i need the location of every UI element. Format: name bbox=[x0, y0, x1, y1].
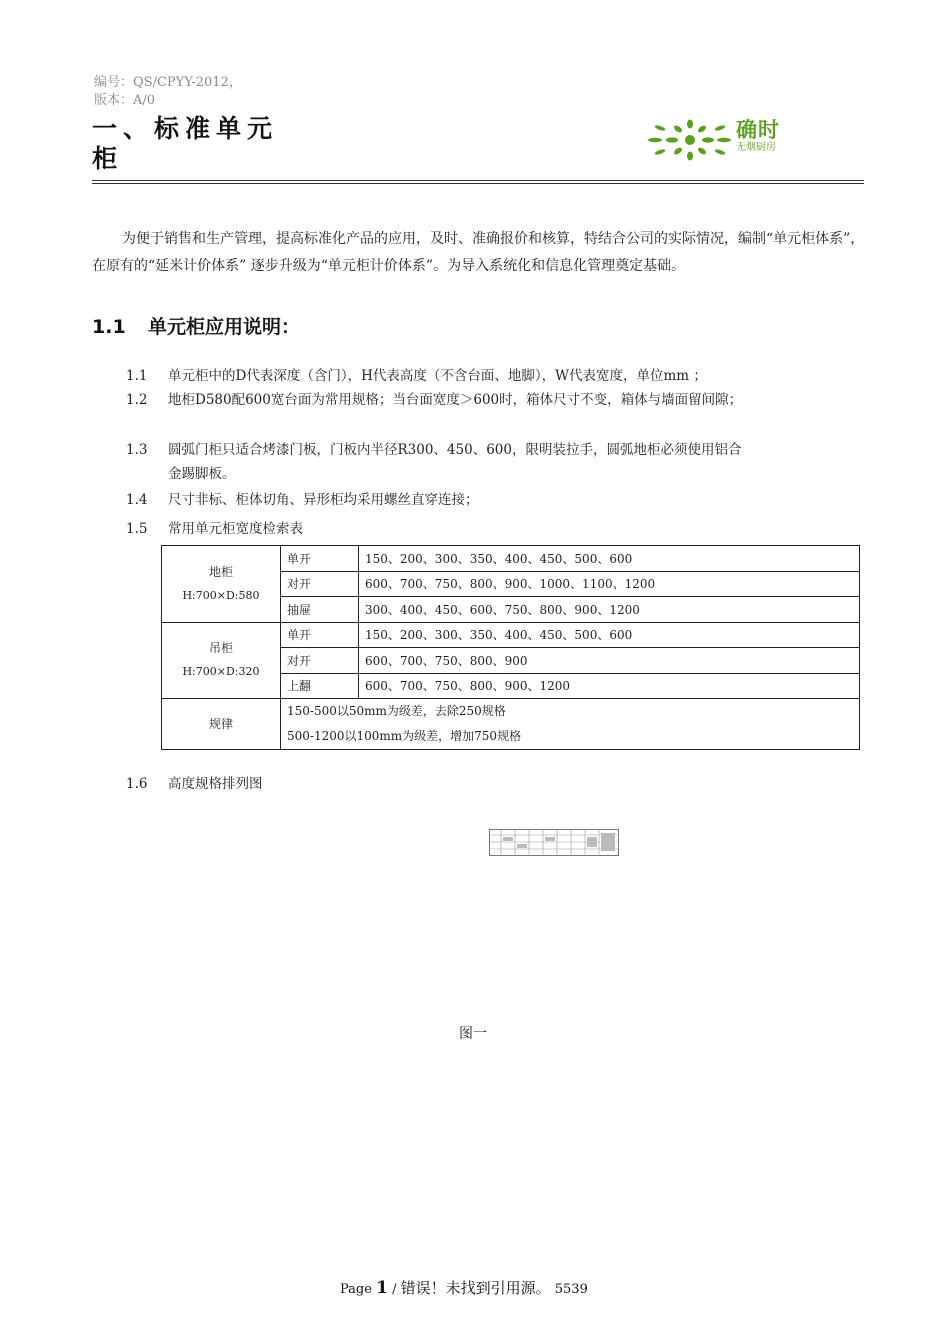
table-row bbox=[162, 622, 860, 648]
width-values: 150、200、300、350、400、450、500、600 bbox=[359, 546, 860, 572]
sun-dots-logo-icon bbox=[644, 118, 734, 162]
list-item: 1.4 尺寸非标、柜体切角、异形柜均采用螺丝直穿连接； bbox=[126, 492, 479, 508]
base-cabinet-cell bbox=[162, 546, 281, 623]
wall-cabinet-cell bbox=[162, 622, 281, 699]
logo-tagline: 无烟厨房 bbox=[736, 142, 776, 153]
cabinet-category: 地柜 bbox=[208, 564, 233, 579]
width-values: 600、700、750、800、900、1200 bbox=[359, 673, 860, 699]
list-item: 1.1 单元柜中的D代表深度（含门），H代表高度（不含台面、地脚），W代表宽度，单位mm ； bbox=[126, 368, 707, 384]
header-divider-top bbox=[92, 180, 864, 181]
reference-error: 错误！未找到引用源。 bbox=[400, 1279, 551, 1297]
rule-text: 150-500以50mm为级差，去除250规格 500-1200以100mm为级差，增加750规格 bbox=[281, 699, 860, 750]
logo-name: 确时 bbox=[736, 118, 780, 142]
door-type: 上翻 bbox=[281, 673, 359, 699]
door-type: 单开 bbox=[281, 546, 359, 572]
width-values: 300、400、450、600、750、800、900、1200 bbox=[359, 597, 860, 623]
table-row bbox=[162, 699, 860, 750]
header-divider-bottom bbox=[92, 183, 864, 184]
page-number: 1 bbox=[376, 1278, 388, 1298]
table-row bbox=[162, 546, 860, 572]
list-item: 1.3 圆弧门柜只适合烤漆门板，门板内半径R300、450、600，限明装拉手，圆弧地柜必须使用铝合 bbox=[126, 442, 742, 458]
door-type: 对开 bbox=[281, 571, 359, 597]
section-heading bbox=[92, 312, 300, 339]
doc-version: 版本：A/0 bbox=[94, 93, 156, 108]
door-type: 抽屉 bbox=[281, 597, 359, 623]
company-logo bbox=[644, 118, 819, 162]
section-number: 1.1 bbox=[92, 316, 126, 338]
list-item-continuation: 金踢脚板。 bbox=[168, 466, 236, 482]
cabinet-spec: H:700×D:580 bbox=[182, 588, 260, 602]
width-lookup-table bbox=[161, 545, 860, 750]
height-layout-diagram-thumbnail bbox=[489, 829, 619, 856]
list-item: 1.2 地柜D580配600宽台面为常用规格；当台面宽度＞600时，箱体尺寸不变，箱体与墙面留间隙； bbox=[126, 392, 743, 408]
rule-label: 规律 bbox=[162, 699, 281, 750]
doc-code: 编号：QS/CPYY-2012， bbox=[94, 75, 242, 90]
door-type: 单开 bbox=[281, 622, 359, 648]
cabinet-category: 吊柜 bbox=[208, 641, 233, 656]
page-footer: Page 1 / 错误！未找到引用源。 5539 bbox=[340, 1278, 588, 1298]
intro-paragraph: 为便于销售和生产管理，提高标准化产品的应用，及时、准确报价和核算，特结合公司的实际情况，编制“单元柜体系”，在原有的“延米计价体系” 逐步升级为“单元柜计价体系”。为导入系统化和信息化管理奠定基础。 bbox=[92, 231, 865, 274]
page-total: 5539 bbox=[554, 1282, 588, 1297]
list-item: 1.5 常用单元柜宽度检索表 bbox=[126, 521, 303, 537]
page-title: 一、标准单元柜 bbox=[92, 114, 279, 173]
cabinet-spec: H:700×D:320 bbox=[182, 665, 260, 679]
section-title: 单元柜应用说明： bbox=[148, 316, 301, 338]
figure-caption: 图一 bbox=[459, 1026, 487, 1042]
width-values: 150、200、300、350、400、450、500、600 bbox=[359, 622, 860, 648]
list-item: 1.6 高度规格排列图 bbox=[126, 776, 263, 792]
width-values: 600、700、750、800、900、1000、1100、1200 bbox=[359, 571, 860, 597]
door-type: 对开 bbox=[281, 648, 359, 674]
width-values: 600、700、750、800、900 bbox=[359, 648, 860, 674]
